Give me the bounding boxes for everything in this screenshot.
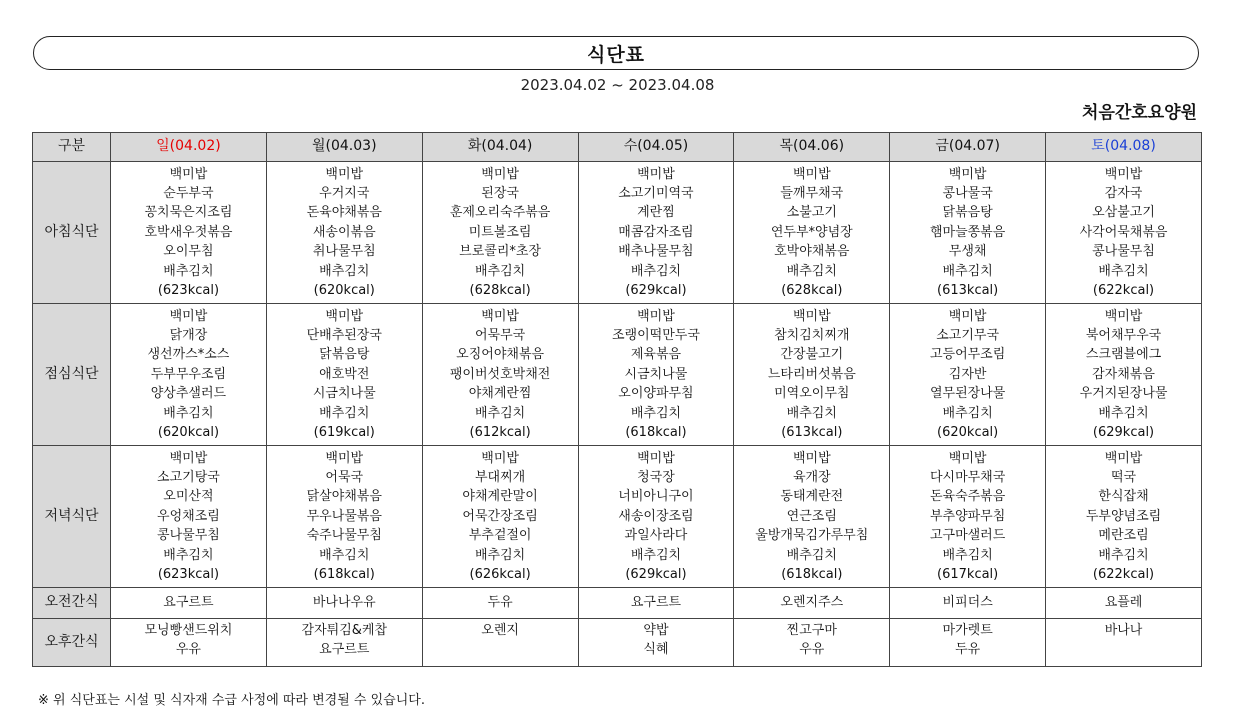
menu-item: 새송이장조림: [618, 508, 694, 524]
menu-item: 계란찜: [637, 205, 675, 221]
menu-item: 다시마무채국: [929, 469, 1006, 485]
header-category: 구분: [33, 133, 111, 162]
menu-item: 동태계란전: [780, 489, 844, 505]
organization-name: 처음간호요양원: [1082, 103, 1197, 123]
menu-item: 모닝빵샌드위치: [144, 623, 233, 638]
menu-item: 된장국: [481, 185, 519, 201]
menu-item: 요구르트: [319, 642, 370, 658]
menu-item: 어묵무국: [474, 327, 526, 343]
calorie-text: (612kcal): [469, 425, 531, 441]
menu-cell-am-snack-tue: 두유: [422, 588, 578, 619]
menu-item: 햄마늘쫑볶음: [929, 224, 1006, 240]
header-day-mon: 월(04.03): [266, 133, 422, 162]
calorie-text: (623kcal): [157, 567, 220, 583]
calorie-text: (619kcal): [313, 425, 375, 441]
menu-cell-pm-snack-sat: [1046, 619, 1202, 667]
calorie-text: (622kcal): [1092, 283, 1155, 299]
menu-item: 배추김치: [474, 547, 526, 563]
pm-snack-row: [33, 619, 1202, 667]
row-label-breakfast: 아침식단: [33, 162, 111, 304]
menu-item: 배추김치: [630, 405, 682, 421]
menu-item: 감자튀김&케찹: [301, 623, 388, 638]
menu-item: 닭개장: [169, 327, 208, 343]
menu-cell-dinner-fri: [890, 446, 1046, 588]
menu-item: 과일사라다: [624, 528, 688, 544]
menu-item: 브로콜리*초장: [459, 244, 542, 260]
menu-item: 한식잡채: [1098, 489, 1149, 505]
menu-item: 닭살야채볶음: [306, 489, 382, 505]
menu-item: 우유: [175, 642, 201, 658]
menu-cell-breakfast-sun: [111, 162, 267, 304]
menu-table: [32, 132, 1202, 667]
menu-item: 백미밥: [169, 450, 208, 466]
menu-item: 배추김치: [319, 405, 370, 421]
menu-item: 어묵국: [325, 469, 364, 485]
menu-item: 울방개묵김가루무침: [755, 528, 869, 544]
menu-item: 두유: [955, 642, 981, 658]
menu-item: 팽이버섯호박채전: [449, 366, 551, 382]
menu-item: 배추김치: [1098, 405, 1149, 421]
menu-item: 북어채무우국: [1085, 327, 1162, 343]
menu-cell-lunch-fri: [890, 304, 1046, 446]
row-label-pm-snack: 오후간식: [33, 619, 111, 667]
menu-item: 숙주나물무침: [306, 528, 382, 544]
menu-item: 백미밥: [948, 308, 987, 324]
menu-item: 고등어무조림: [929, 347, 1006, 363]
menu-item: 콩나물무침: [1092, 244, 1155, 260]
calorie-text: (623kcal): [157, 283, 220, 299]
menu-item: 조랭이떡만두국: [612, 327, 700, 343]
menu-item: 찐고구마: [786, 623, 837, 638]
menu-item: 배추김치: [163, 547, 214, 563]
menu-body: [33, 162, 1202, 667]
menu-cell-breakfast-mon: [266, 162, 422, 304]
row-label-lunch: 점심식단: [33, 304, 111, 446]
menu-item: 우거지국: [319, 185, 370, 201]
calorie-text: (618kcal): [313, 567, 375, 583]
menu-item: 백미밥: [948, 166, 987, 182]
menu-item: 백미밥: [637, 308, 675, 324]
menu-item: 백미밥: [792, 450, 831, 466]
menu-item: 닭볶음탕: [942, 205, 993, 221]
menu-item: 바나나: [1104, 623, 1143, 638]
menu-item: 김자반: [948, 366, 987, 382]
menu-cell-am-snack-wed: 요구르트: [578, 588, 734, 619]
header-row: [33, 133, 1202, 162]
menu-item: 오이무침: [163, 244, 214, 260]
menu-item: 배추김치: [786, 547, 837, 563]
menu-item: 백미밥: [637, 166, 675, 182]
menu-cell-dinner-thu: [734, 446, 890, 588]
menu-cell-breakfast-thu: [734, 162, 890, 304]
menu-item: 백미밥: [169, 166, 208, 182]
menu-item: 두부무우조림: [150, 366, 227, 382]
menu-item: 배추김치: [786, 405, 837, 421]
menu-item: 들깨무채국: [780, 185, 844, 201]
menu-item: 소불고기: [786, 205, 837, 221]
menu-item: 오미산적: [163, 489, 214, 505]
menu-item: 우유: [799, 642, 825, 658]
calorie-text: (629kcal): [1092, 425, 1155, 441]
am-snack-row: [33, 588, 1202, 619]
menu-cell-dinner-sat: [1046, 446, 1202, 588]
menu-cell-pm-snack-fri: [890, 619, 1046, 667]
menu-item: 감자국: [1104, 185, 1143, 201]
menu-item: 배추김치: [163, 263, 214, 279]
calorie-text: (613kcal): [781, 425, 843, 441]
menu-item: 연두부*양념장: [770, 224, 853, 240]
calorie-text: (620kcal): [313, 283, 375, 299]
menu-item: 스크램블에그: [1085, 347, 1162, 363]
calorie-text: (626kcal): [469, 567, 531, 583]
menu-cell-breakfast-tue: [422, 162, 578, 304]
menu-cell-breakfast-sat: [1046, 162, 1202, 304]
menu-item: 제육볶음: [630, 347, 682, 363]
menu-item: 연근조림: [786, 508, 837, 524]
menu-item: 참치김치찌개: [774, 327, 850, 343]
menu-item: 부추겉절이: [468, 528, 532, 544]
calorie-text: (628kcal): [469, 283, 531, 299]
menu-item: 배추김치: [942, 547, 993, 563]
calorie-text: (620kcal): [937, 425, 999, 441]
menu-item: 떡국: [1110, 469, 1137, 485]
menu-cell-dinner-sun: [111, 446, 267, 588]
menu-item: 양상추샐러드: [150, 386, 227, 402]
menu-item: 미역오이무침: [774, 386, 850, 402]
menu-item: 마가렛트: [942, 623, 993, 638]
calorie-text: (622kcal): [1092, 567, 1155, 583]
header-day-fri: 금(04.07): [890, 133, 1046, 162]
calorie-text: (618kcal): [625, 425, 687, 441]
menu-item: 소고기탕국: [157, 469, 220, 485]
menu-item: 배추김치: [942, 263, 993, 279]
menu-item: 배추김치: [786, 263, 837, 279]
menu-item: 두부양념조림: [1085, 508, 1162, 524]
menu-item: 배추김치: [474, 405, 526, 421]
menu-cell-pm-snack-mon: [266, 619, 422, 667]
menu-item: 애호박전: [319, 366, 370, 382]
menu-item: 오삼불고기: [1092, 205, 1155, 221]
menu-item: 백미밥: [169, 308, 208, 324]
row-label-dinner: 저녁식단: [33, 446, 111, 588]
menu-item: 느타리버섯볶음: [767, 366, 856, 382]
menu-item: 콩나물무침: [157, 528, 220, 544]
menu-item: 너비아니구이: [618, 489, 694, 505]
menu-item: 호박야채볶음: [774, 244, 850, 260]
menu-cell-lunch-sat: [1046, 304, 1202, 446]
menu-cell-am-snack-sun: 요구르트: [111, 588, 267, 619]
menu-item: 백미밥: [1104, 166, 1143, 182]
menu-cell-am-snack-fri: 비피더스: [890, 588, 1046, 619]
menu-item: 순두부국: [163, 185, 214, 201]
menu-period: 2023.04.02 ~ 2023.04.08: [520, 76, 715, 94]
menu-item: 백미밥: [325, 166, 364, 182]
menu-item: 돈육야채볶음: [306, 205, 382, 221]
menu-item: 배추김치: [319, 263, 370, 279]
calorie-text: (618kcal): [781, 567, 843, 583]
header-day-thu: 목(04.06): [734, 133, 890, 162]
menu-item: 백미밥: [481, 308, 519, 324]
menu-item: 소고기무국: [936, 327, 1000, 343]
menu-item: 부추양파무침: [929, 508, 1006, 524]
footnote: ※ 위 식단표는 시설 및 식자재 수급 사정에 따라 변경될 수 있습니다.: [38, 693, 425, 708]
calorie-text: (617kcal): [937, 567, 999, 583]
menu-item: 고구마샐러드: [929, 528, 1006, 544]
menu-cell-pm-snack-sun: [111, 619, 267, 667]
menu-item: 취나물무침: [312, 244, 376, 260]
menu-cell-lunch-mon: [266, 304, 422, 446]
menu-item: 오이양파무침: [618, 386, 694, 402]
menu-item: 백미밥: [792, 166, 831, 182]
menu-item: 부대찌개: [474, 469, 526, 485]
breakfast-row: [33, 162, 1202, 304]
menu-cell-pm-snack-wed: [578, 619, 734, 667]
page-title: 식단표: [33, 36, 1199, 70]
row-label-am-snack: 오전간식: [33, 588, 111, 619]
menu-item: 꽁치묵은지조림: [144, 205, 233, 221]
menu-item: 배추김치: [630, 263, 682, 279]
menu-item: 식혜: [643, 642, 669, 658]
menu-cell-lunch-tue: [422, 304, 578, 446]
menu-item: 간장불고기: [780, 347, 844, 363]
menu-item: 메란조림: [1098, 528, 1149, 544]
calorie-text: (620kcal): [157, 425, 220, 441]
menu-item: 사각어묵채볶음: [1079, 224, 1168, 240]
menu-item: 생선까스*소스: [147, 347, 230, 363]
menu-item: 배추나물무침: [618, 244, 694, 260]
menu-item: 야채계란말이: [462, 489, 538, 505]
menu-item: 열무된장나물: [929, 386, 1006, 402]
menu-item: 배추김치: [630, 547, 682, 563]
header-day-wed: 수(04.05): [578, 133, 734, 162]
menu-item: 야채계란찜: [468, 386, 532, 402]
menu-item: 백미밥: [1104, 450, 1143, 466]
menu-item: 백미밥: [325, 308, 364, 324]
menu-item: 백미밥: [637, 450, 675, 466]
menu-item: 백미밥: [1104, 308, 1143, 324]
menu-cell-am-snack-mon: 바나나우유: [266, 588, 422, 619]
menu-cell-dinner-tue: [422, 446, 578, 588]
header-day-tue: 화(04.04): [422, 133, 578, 162]
menu-cell-lunch-sun: [111, 304, 267, 446]
menu-item: 배추김치: [163, 405, 214, 421]
menu-item: 어묵간장조림: [462, 508, 538, 524]
menu-item: 미트볼조림: [468, 224, 532, 240]
menu-cell-pm-snack-tue: [422, 619, 578, 667]
menu-item: 오징어야채볶음: [456, 347, 545, 363]
menu-cell-lunch-wed: [578, 304, 734, 446]
calorie-text: (629kcal): [625, 567, 687, 583]
menu-item: 우거지된장나물: [1079, 386, 1168, 402]
menu-item: 오렌지: [481, 623, 519, 638]
menu-item: 닭볶음탕: [319, 347, 370, 363]
calorie-text: (613kcal): [937, 283, 999, 299]
menu-item: 호박새우젓볶음: [144, 224, 233, 240]
menu-item: 소고기미역국: [618, 185, 694, 201]
menu-cell-dinner-mon: [266, 446, 422, 588]
menu-item: 배추김치: [942, 405, 993, 421]
menu-item: 시금치나물: [312, 386, 376, 402]
calorie-text: (628kcal): [781, 283, 843, 299]
menu-item: 무생채: [948, 244, 987, 260]
menu-item: 백미밥: [325, 450, 364, 466]
menu-item: 매콤감자조림: [618, 224, 694, 240]
menu-cell-am-snack-sat: 요플레: [1046, 588, 1202, 619]
menu-cell-breakfast-fri: [890, 162, 1046, 304]
menu-item: 백미밥: [481, 166, 519, 182]
header-day-sun: 일(04.02): [111, 133, 267, 162]
menu-item: 육개장: [792, 469, 831, 485]
menu-item: 무우나물볶음: [306, 508, 382, 524]
menu-item: 배추김치: [1098, 547, 1149, 563]
menu-item: 새송이볶음: [312, 224, 376, 240]
dinner-row: [33, 446, 1202, 588]
menu-cell-breakfast-wed: [578, 162, 734, 304]
menu-item: 감자채볶음: [1092, 366, 1155, 382]
menu-item: 백미밥: [481, 450, 519, 466]
menu-item: 배추김치: [319, 547, 370, 563]
menu-cell-lunch-thu: [734, 304, 890, 446]
calorie-text: (629kcal): [625, 283, 687, 299]
menu-item: 배추김치: [474, 263, 526, 279]
menu-item: 약밥: [643, 623, 669, 638]
menu-item: 시금치나물: [624, 366, 688, 382]
menu-item: 돈육숙주볶음: [929, 489, 1006, 505]
menu-item: 콩나물국: [942, 185, 993, 201]
header-day-sat: 토(04.08): [1046, 133, 1202, 162]
menu-item: 우엉채조림: [157, 508, 220, 524]
menu-item: 청국장: [637, 469, 675, 485]
menu-item: 백미밥: [948, 450, 987, 466]
menu-item: 훈제오리숙주볶음: [449, 205, 551, 221]
menu-item: 단배추된장국: [306, 327, 382, 343]
lunch-row: [33, 304, 1202, 446]
menu-item: 백미밥: [792, 308, 831, 324]
menu-cell-pm-snack-thu: [734, 619, 890, 667]
menu-item: 배추김치: [1098, 263, 1149, 279]
menu-cell-dinner-wed: [578, 446, 734, 588]
menu-cell-am-snack-thu: 오렌지주스: [734, 588, 890, 619]
